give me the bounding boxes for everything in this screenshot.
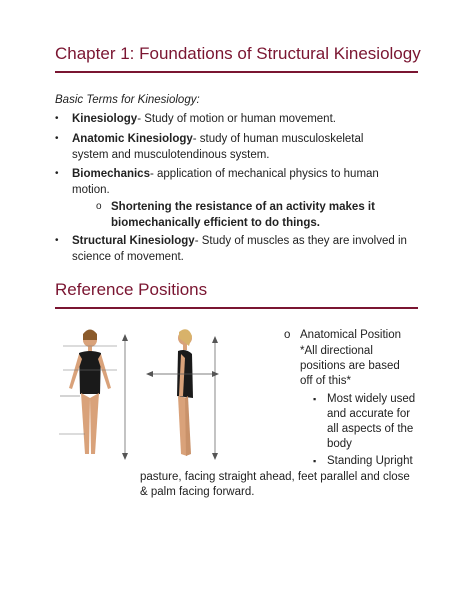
term: Structural Kinesiology: [72, 235, 195, 247]
list-item: [0, 166, 474, 198]
sub-item-text: Shortening the resistance of an activity makes it biomechanically efficient to do things.: [111, 201, 375, 229]
term: Biomechanics: [72, 168, 150, 180]
sub-list-item: [0, 199, 474, 231]
anatomical-position-item: [284, 328, 290, 343]
term-definition: - application of mechanical physics to human motion.: [72, 168, 379, 196]
square-marker: ▪: [313, 394, 317, 404]
term: Kinesiology: [72, 113, 138, 125]
list-item: [0, 131, 474, 163]
most-widely-used-text: Most widely used and accurate for all aspects of the body: [327, 393, 416, 450]
list-item: [0, 111, 474, 127]
list-item: [0, 233, 474, 265]
standing-upright-text: Standing Upright: [327, 455, 413, 467]
anatomical-position-figure: [55, 326, 270, 466]
section-title: Reference Positions: [55, 280, 208, 299]
chapter-title: Chapter 1: Foundations of Structural Kinesiology: [55, 44, 421, 63]
front-view-figure: [59, 330, 117, 455]
side-view-figure: [146, 329, 219, 460]
standing-upright-continuation: pasture, facing straight ahead, feet parallel and close & palm facing forward.: [140, 471, 410, 498]
bullet-marker: •: [55, 133, 59, 144]
directional-note: *All directional positions are based off of this*: [300, 345, 400, 387]
term-definition: - Study of motion or human movement.: [137, 113, 336, 125]
title-divider: [55, 71, 418, 73]
square-marker: ▪: [313, 456, 317, 466]
bullet-marker: •: [55, 168, 59, 179]
section-divider: [55, 307, 418, 309]
basic-terms-heading: Basic Terms for Kinesiology:: [55, 94, 200, 106]
term-definition: - study of human musculoskeletal system and musculotendinous system.: [72, 133, 364, 161]
anatomical-position-label: Anatomical Position: [300, 329, 401, 341]
term: Anatomic Kinesiology: [72, 133, 193, 145]
bullet-marker: •: [55, 113, 59, 124]
circle-marker: o: [96, 201, 102, 212]
bullet-marker: •: [55, 235, 59, 246]
term-definition: - Study of muscles as they are involved in science of movement.: [72, 235, 407, 263]
circle-marker: o: [284, 329, 291, 341]
